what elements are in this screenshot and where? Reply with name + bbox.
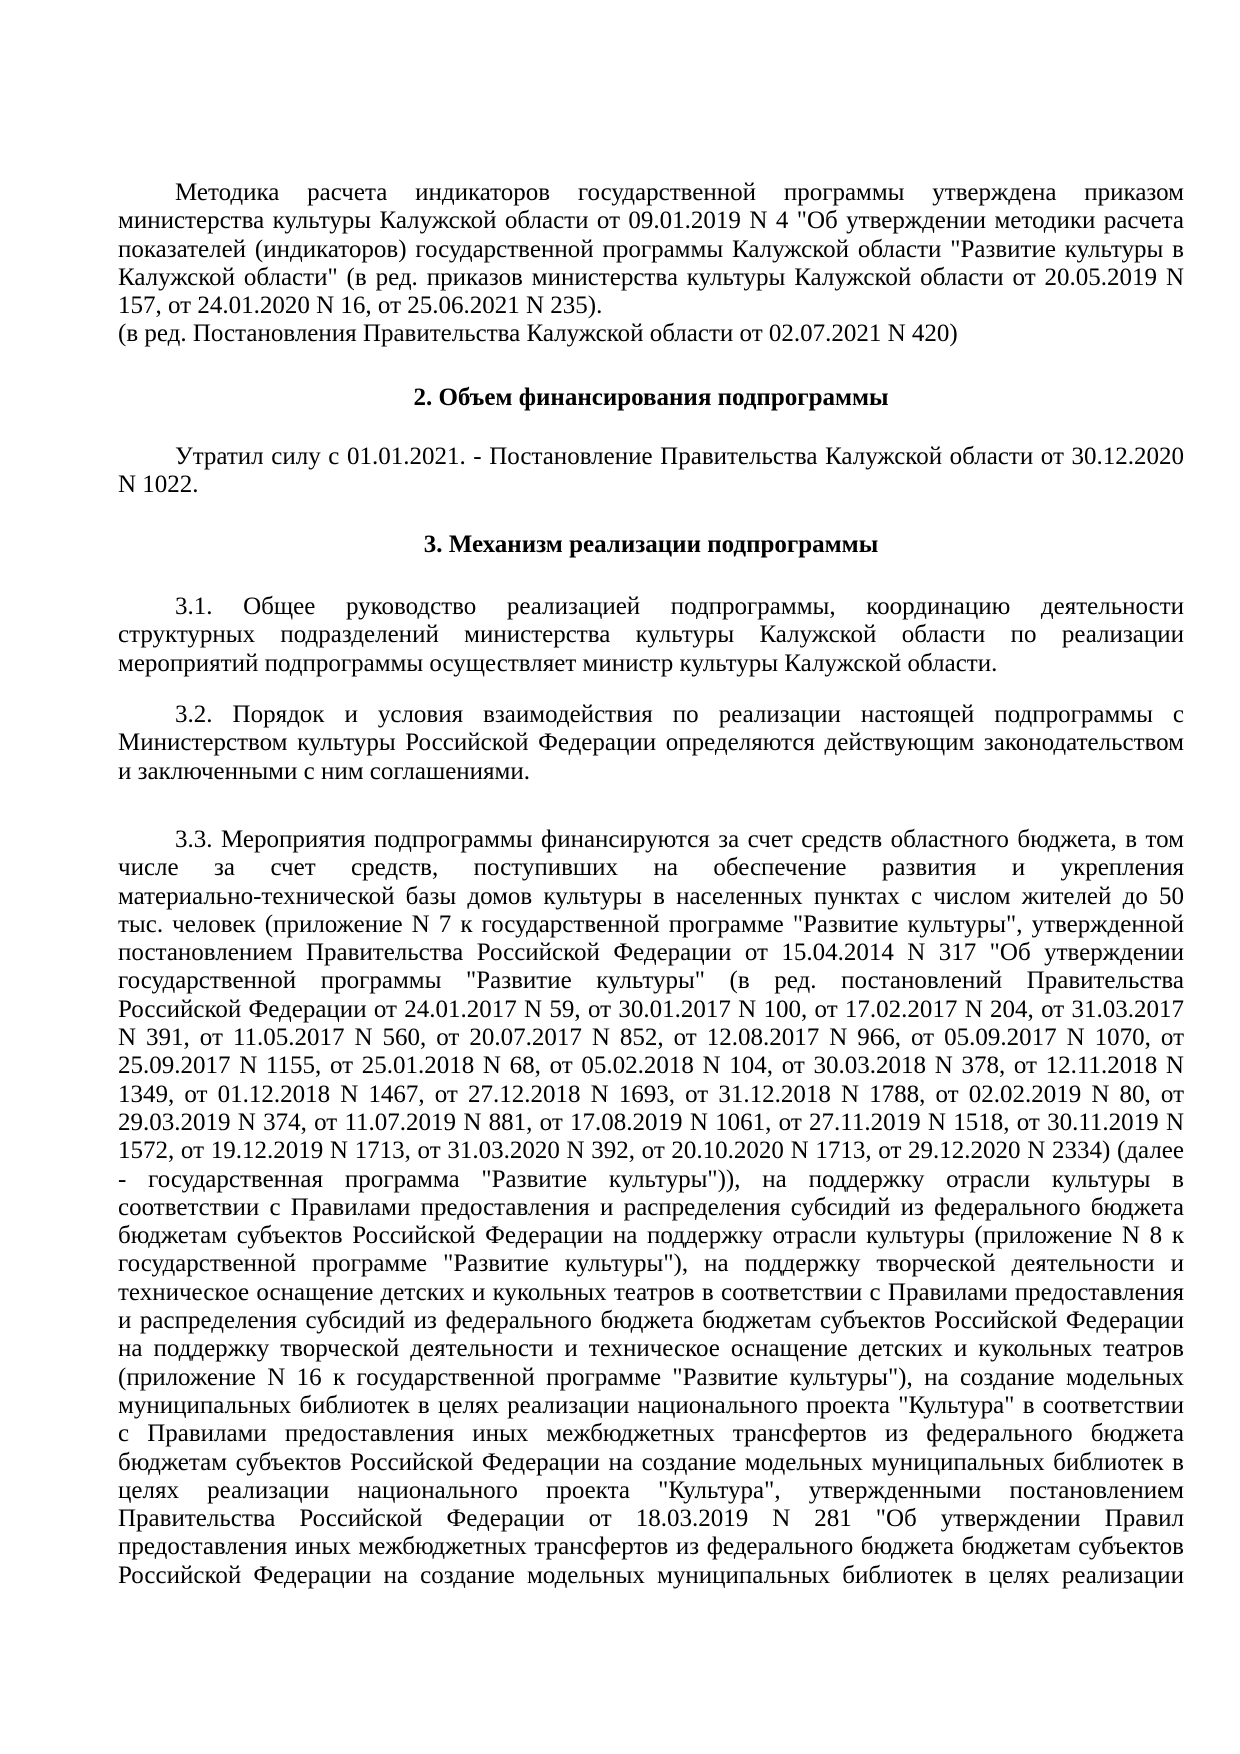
text-line: показателей (индикаторов) государственной программы Калужской области "Развитие культуры в (118, 235, 1184, 263)
text-line: муниципальных библиотек в целях реализации национального проекта "Культура" в соответствии (118, 1391, 1184, 1419)
text-line: структурных подразделений министерства культуры Калужской области по реализации (118, 621, 1184, 649)
text-line: N 391, от 11.05.2017 N 560, от 20.07.2017 N 852, от 12.08.2017 N 966, от 05.09.2017 N 1070, от (118, 1024, 1184, 1052)
text-line: Министерством культуры Российской Федерации определяются действующим законодательством (118, 729, 1184, 757)
text-line: 157, от 24.01.2020 N 16, от 25.06.2021 N 235). (118, 292, 603, 320)
text-line: государственной программе "Развитие культуры"), на поддержку творческой деятельности и (118, 1250, 1184, 1278)
text-line: 29.03.2019 N 374, от 11.07.2019 N 881, от 17.08.2019 N 1061, от 27.11.2019 N 1518, от 30.11.2019 N (118, 1108, 1184, 1136)
text-line: Утратил силу с 01.01.2021. - Постановление Правительства Калужской области от 30.12.2020 (175, 443, 1184, 470)
text-line: целях реализации национального проекта "Культура", утвержденными постановлением (118, 1476, 1184, 1504)
text-line: соответствии с Правилами предоставления и распределения субсидий из федерального бюджета (118, 1193, 1184, 1221)
paragraph-3-1 (118, 593, 1184, 678)
text-line: Правительства Российской Федерации от 18.03.2019 N 281 "Об утверждении Правил (118, 1505, 1184, 1533)
section-2-heading: 2. Объем финансирования подпрограммы (413, 384, 889, 411)
text-line: предоставления иных межбюджетных трансфертов из федерального бюджета бюджетам субъектов (118, 1533, 1184, 1561)
paragraph-methodology (118, 179, 1184, 349)
text-line: постановлением Правительства Российской Федерации от 15.04.2014 N 317 "Об утверждении (118, 939, 1184, 967)
text-line: тыс. человек (приложение N 7 к государственной программе "Развитие культуры", утвержденной (118, 910, 1184, 938)
text-line: техническое оснащение детских и кукольных театров в соответствии с Правилами предоставления (118, 1278, 1184, 1306)
text-line: министерства культуры Калужской области от 09.01.2019 N 4 "Об утверждении методики расчета (118, 207, 1184, 235)
paragraph-3-3 (118, 826, 1184, 1590)
text-line: 3.3. Мероприятия подпрограммы финансируются за счет средств областного бюджета, в том (175, 826, 1184, 853)
text-line: с Правилами предоставления иных межбюджетных трансфертов из федерального бюджета (118, 1420, 1184, 1448)
text-line: и распределения субсидий из федерального бюджета бюджетам субъектов Российской Федерации (118, 1307, 1184, 1335)
text-line: на поддержку творческой деятельности и техническое оснащение детских и кукольных театров (118, 1335, 1184, 1363)
text-line: бюджетам субъектов Российской Федерации на создание модельных муниципальных библиотек в (118, 1448, 1184, 1476)
text-line: 1572, от 19.12.2019 N 1713, от 31.03.2020 N 392, от 20.10.2020 N 1713, от 29.12.2020 N 2334) (далее (118, 1137, 1184, 1165)
section-3-heading: 3. Механизм реализации подпрограммы (423, 531, 879, 558)
text-line: N 1022. (118, 471, 199, 499)
text-line: 1349, от 01.12.2018 N 1467, от 27.12.2018 N 1693, от 31.12.2018 N 1788, от 02.02.2019 N 80, от (118, 1080, 1184, 1108)
text-line: - государственная программа "Развитие культуры")), на поддержку отрасли культуры в (118, 1165, 1184, 1193)
text-line: Методика расчета индикаторов государственной программы утверждена приказом (175, 179, 1184, 206)
text-line: (приложение N 16 к государственной программе "Развитие культуры"), на создание модельных (118, 1363, 1184, 1391)
text-line: бюджетам субъектов Российской Федерации на поддержку отрасли культуры (приложение N 8 к (118, 1222, 1184, 1250)
text-line: Российской Федерации от 24.01.2017 N 59, от 30.01.2017 N 100, от 17.02.2017 N 204, от 31.03.2017 (118, 995, 1184, 1023)
text-line: Калужской области" (в ред. приказов министерства культуры Калужской области от 20.05.2019 N (118, 263, 1184, 291)
text-line: и заключенными с ним соглашениями. (118, 757, 530, 785)
text-line: 25.09.2017 N 1155, от 25.01.2018 N 68, от 05.02.2018 N 104, от 30.03.2018 N 378, от 12.11.2018 N (118, 1052, 1184, 1080)
text-line: материально-технической базы домов культуры в населенных пунктах с числом жителей до 50 (118, 882, 1184, 910)
text-line: 3.1. Общее руководство реализацией подпрограммы, координацию деятельности (175, 593, 1184, 620)
text-line: 3.2. Порядок и условия взаимодействия по реализации настоящей подпрограммы с (175, 701, 1184, 728)
text-line: (в ред. Постановления Правительства Калужской области от 02.07.2021 N 420) (118, 320, 958, 348)
paragraph-3-2 (118, 701, 1184, 786)
text-line: государственной программы "Развитие культуры" (в ред. постановлений Правительства (118, 967, 1184, 995)
text-line: мероприятий подпрограммы осуществляет министр культуры Калужской области. (118, 649, 998, 677)
text-line: числе за счет средств, поступивших на обеспечение развития и укрепления (118, 854, 1184, 882)
text-line: Российской Федерации на создание модельных муниципальных библиотек в целях реализации (118, 1561, 1184, 1589)
section-2-paragraph (118, 443, 1184, 500)
